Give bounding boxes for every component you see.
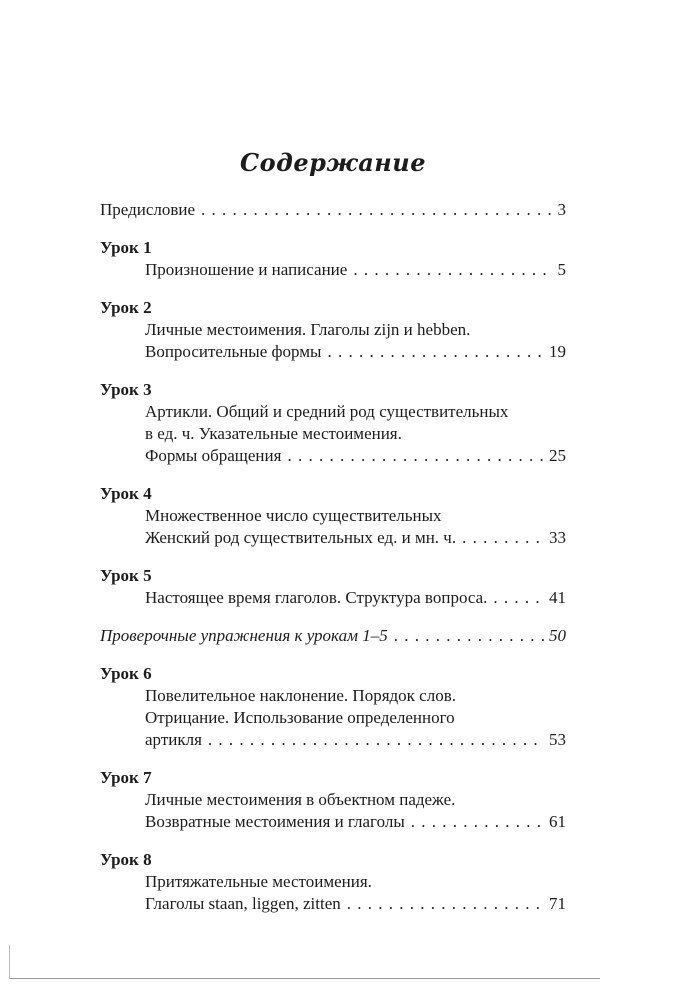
- lesson-heading: Урок 6: [100, 664, 152, 683]
- dot-leader: [287, 445, 544, 467]
- page-number: 61: [549, 812, 566, 831]
- toc-entry: [100, 297, 566, 363]
- dot-leader: [394, 625, 544, 647]
- entry-line: Повелительное наклонение. Порядок слов.: [145, 686, 456, 705]
- entry-line: Артикли. Общий и средний род существительных: [145, 402, 509, 421]
- page-number: 3: [557, 200, 566, 219]
- lesson-heading: Урок 4: [100, 484, 152, 503]
- lesson-heading: Урок 5: [100, 566, 152, 585]
- toc-entry: [100, 767, 566, 833]
- entry-line: Личные местоимения в объектном падеже.: [145, 790, 456, 809]
- toc-line: [100, 199, 566, 221]
- lesson-heading: Урок 7: [100, 768, 152, 787]
- toc-entry: [100, 565, 566, 609]
- toc-entry: [100, 483, 566, 549]
- lesson-heading: Урок 3: [100, 380, 152, 399]
- toc-line: [100, 625, 566, 647]
- toc-line: [145, 893, 566, 915]
- dot-leader: [462, 527, 544, 549]
- entry-line: Отрицание. Использование определенного: [145, 708, 455, 727]
- toc-line: [145, 527, 566, 549]
- entry-line: Личные местоимения. Глаголы zijn и hebben.: [145, 320, 471, 339]
- page-number: 33: [549, 528, 566, 547]
- lesson-heading: Урок 8: [100, 850, 152, 869]
- entry-text: Предисловие: [100, 200, 196, 219]
- toc-line: [145, 259, 566, 281]
- entry-text: Женский род существительных ед. и мн. ч.: [145, 528, 457, 547]
- page-number: 71: [549, 894, 566, 913]
- entry-line: в ед. ч. Указательные местоимения.: [145, 424, 402, 443]
- toc-line: [145, 729, 566, 751]
- page-number: 5: [557, 260, 566, 279]
- entry-text: Проверочные упражнения к урокам 1–5: [100, 626, 388, 645]
- page-edge-line-bottom: [10, 978, 600, 979]
- toc-line: [145, 811, 566, 833]
- dot-leader: [327, 341, 544, 363]
- dot-leader: [201, 199, 552, 221]
- toc-entry: [100, 625, 566, 647]
- page-number: 19: [549, 342, 566, 361]
- entry-line: Притяжательные местоимения.: [145, 872, 372, 891]
- dot-leader: [353, 259, 552, 281]
- entry-text: Глаголы staan, liggen, zitten: [145, 894, 341, 913]
- page-number: 25: [549, 446, 566, 465]
- toc-line: [145, 341, 566, 363]
- entry-text: Произношение и написание: [145, 260, 348, 279]
- toc-entry: [100, 199, 566, 221]
- toc-entry: [100, 849, 566, 915]
- dot-leader: [347, 893, 544, 915]
- entry-line: Множественное число существительных: [145, 506, 442, 525]
- toc-entry: [100, 237, 566, 281]
- toc-entry: [100, 663, 566, 751]
- page-title: Содержание: [240, 148, 426, 177]
- entry-text: артикля: [145, 730, 202, 749]
- toc-line: [145, 587, 566, 609]
- dot-leader: [208, 729, 544, 751]
- entry-text: Настоящее время глаголов. Структура вопроса.: [145, 588, 488, 607]
- dot-leader: [493, 587, 544, 609]
- page-number: 41: [549, 588, 566, 607]
- entry-text: Возвратные местоимения и глаголы: [145, 812, 405, 831]
- page-number: 50: [549, 626, 566, 645]
- entry-text: Вопросительные формы: [145, 342, 322, 361]
- toc-line: [145, 445, 566, 467]
- lesson-heading: Урок 2: [100, 298, 152, 317]
- toc-entry: [100, 379, 566, 467]
- dot-leader: [411, 811, 544, 833]
- page-number: 53: [549, 730, 566, 749]
- page-edge-line-left: [9, 945, 10, 979]
- lesson-heading: Урок 1: [100, 238, 152, 257]
- entry-text: Формы обращения: [145, 446, 282, 465]
